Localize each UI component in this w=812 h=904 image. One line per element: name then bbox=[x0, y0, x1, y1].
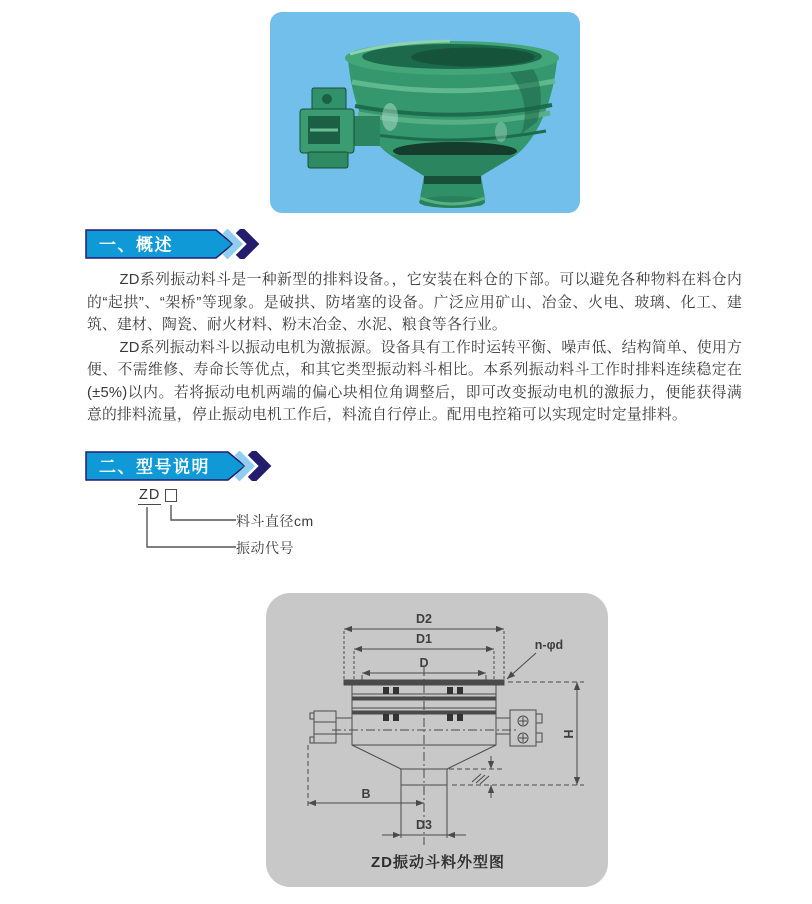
overview-paragraph-1: ZD系列振动料斗是一种新型的排料设备。，它安装在料仓的下部。可以避免各种物料在料仓内的“起拱”、“架桥”等现象。是破拱、防堵塞的设备。广泛应用矿山、冶金、火电、玻璃、化工、建筑、建材、陶瓷、耐火材料、粉末冶金、水泥、粮食等各行业。 bbox=[87, 272, 742, 333]
outline-drawing bbox=[266, 593, 608, 887]
label-d3: D3 bbox=[416, 818, 432, 832]
overview-text bbox=[87, 269, 742, 427]
left-motor bbox=[310, 711, 352, 743]
label-d1: D1 bbox=[416, 632, 432, 646]
label-h: H bbox=[561, 729, 575, 739]
section-header-model bbox=[85, 451, 285, 481]
section-header-overview bbox=[85, 229, 285, 259]
dimension-outlet-height bbox=[449, 756, 504, 798]
overview-paragraph-2: ZD系列振动料斗以振动电机为激振源。设备具有工作时运转平衡、噪声低、结构简单、使用方便、不需维修、寿命长等优点，和其它类型振动料斗相比。本系列振动料斗工作时排料连续稳定在(±5%)以内。若将振动电机两端的偏心块相位角调整后，即可改变振动电机的激振力，便能获得满意的排料流量，停止振动电机工作后，料流自行停止。配用电控箱可以实现定时定量排料。 bbox=[87, 339, 742, 423]
outline-drawing-panel bbox=[266, 593, 608, 887]
model-leader-lines bbox=[140, 503, 236, 555]
section-title-overview: 一、概述 bbox=[99, 235, 173, 255]
model-code-prefix: ZD bbox=[139, 487, 161, 503]
flange-bolts bbox=[383, 687, 463, 721]
model-diameter-label: 料斗直径cm bbox=[236, 513, 314, 529]
drawing-geometry bbox=[308, 629, 584, 845]
hopper-rim bbox=[345, 41, 559, 75]
bolt-hole-leader bbox=[507, 653, 536, 679]
model-size-box bbox=[165, 489, 177, 502]
label-d2: D2 bbox=[416, 612, 432, 626]
hopper-base bbox=[390, 155, 516, 208]
section-title-model: 二、型号说明 bbox=[99, 457, 210, 477]
label-b: B bbox=[361, 787, 371, 801]
label-n-phi-d: n-φd bbox=[534, 638, 564, 652]
label-d: D bbox=[419, 656, 429, 670]
model-vibration-label: 振动代号 bbox=[236, 540, 294, 556]
right-motor bbox=[496, 710, 542, 746]
hopper-illustration bbox=[270, 12, 580, 213]
product-photo bbox=[270, 12, 580, 213]
drawing-caption: ZD振动斗料外型图 bbox=[371, 854, 505, 871]
top-flange bbox=[344, 680, 504, 685]
